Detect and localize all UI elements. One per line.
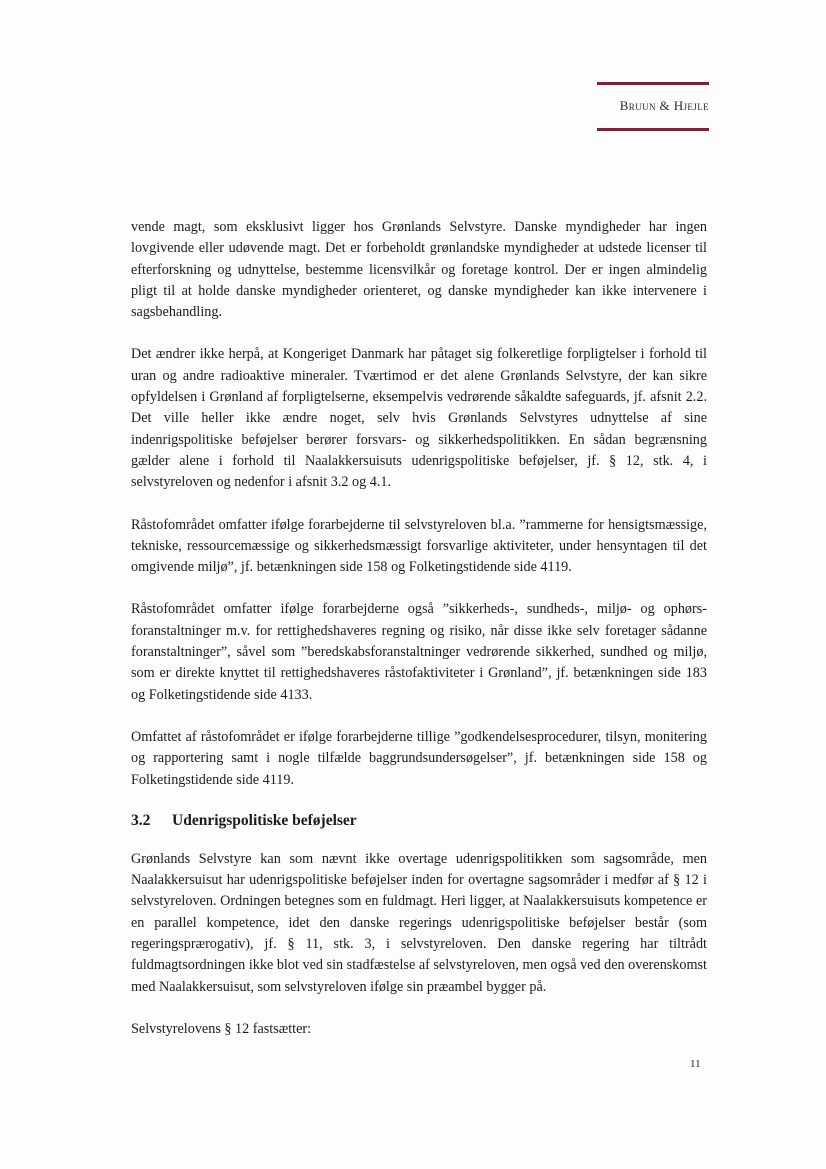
paragraph: vende magt, som eksklusivt ligger hos Grønlands Selvstyre. Danske myndigheder har ingen lovgivende eller udøvende magt. Det er forbeholdt grønlandske myndigheder at udstede licenser til efterforskning og udnyttelse, bestemme licensvilkår og foretage kontrol. Der er ingen almindelig pligt til at holde danske myndigheder orienteret, og danske myndigheder kan ikke intervenere i sagsbehandling. [131, 219, 707, 321]
paragraph: Råstofområdet omfatter ifølge forarbejderne til selvstyreloven bl.a. ”rammerne for hensigtsmæssige, tekniske, ressourcemæssige og sikkerhedsmæssigt forsvarlige aktiviteter, under hensyntagen til det omgivende miljø”, jf. betænkningen side 158 og Folketingstidende side 4119. [131, 516, 707, 576]
paragraph: Grønlands Selvstyre kan som nævnt ikke overtage udenrigspolitikken som sagsområde, men Naalakkersuisut har udenrigspolitiske beføjelser inden for overtagne sagsområder i medfør af § 12 i selvstyreloven. Ordningen betegnes som en fuldmagt. Heri ligger, at Naalakkersuisuts kompetence er en parallel kompetence, idet den danske regerings udenrigspolitiske beføjelser består (som regeringsprærogativ), jf. § 11, stk. 3, i selvstyreloven. Den danske regering har tiltrådt fuldmagtsordningen ikke blot ved sin stadfæstelse af selvstyreloven, men også ved den overenskomst med Naalakkersuisut, som selvstyreloven ifølge sin præambel bygger på. [131, 850, 707, 995]
page-number: 11 [690, 1058, 701, 1070]
section-number: 3.2 [131, 811, 151, 829]
letterhead [597, 82, 709, 131]
section-title: Udenrigspolitiske beføjelser [172, 811, 357, 829]
paragraph: Det ændrer ikke herpå, at Kongeriget Danmark har påtaget sig folkeretlige forpligtelser i forhold til uran og andre radioaktive mineraler. Tværtimod er det alene Grønlands Selvstyre, der kan sikre opfyldelsen i Grønland af forpligtelserne, eksempelvis vedrørende såkaldte safeguards, jf. afsnit 2.2. Det ville heller ikke ændre noget, selv hvis Grønlands Selvstyres udnyttelse af sine indenrigspolitiske beføjelser berører forsvars- og sikkerhedspolitikken. En sådan begrænsning gælder alene i forhold til Naalakkersuisuts udenrigspolitiske beføjelser, jf. § 12, stk. 4, i selvstyreloven og nedenfor i afsnit 3.2 og 4.1. [131, 346, 707, 491]
body-text [131, 217, 707, 1061]
paragraph: Selvstyrelovens § 12 fastsætter: [131, 1020, 312, 1037]
section-heading [131, 810, 707, 832]
paragraph: Råstofområdet omfatter ifølge forarbejderne også ”sikkerheds-, sundheds-, miljø- og ophørsforanstaltninger m.v. for rettighedshaveres regning og risiko, når disse ikke selv foretager sådanne foranstaltninger”, såvel som ”beredskabsforanstaltninger vedrørende sikkerhed, sundhed og miljø, som er direkte knyttet til rettighedshaveres råstofaktiviteter i Grønland”, jf. betænkningen side 183 og Folketingstidende side 4133. [131, 601, 707, 703]
letterhead-top-rule [597, 82, 709, 85]
paragraph: Omfattet af råstofområdet er ifølge forarbejderne tillige ”godkendelsesprocedurer, tilsyn, monitering og rapportering samt i nogle tilfælde baggrundsundersøgelser”, jf. betænkningen side 158 og Folketingstidende side 4119. [131, 728, 707, 788]
letterhead-bottom-rule [597, 128, 709, 131]
firm-name: Bruun & Hjejle [619, 98, 709, 113]
